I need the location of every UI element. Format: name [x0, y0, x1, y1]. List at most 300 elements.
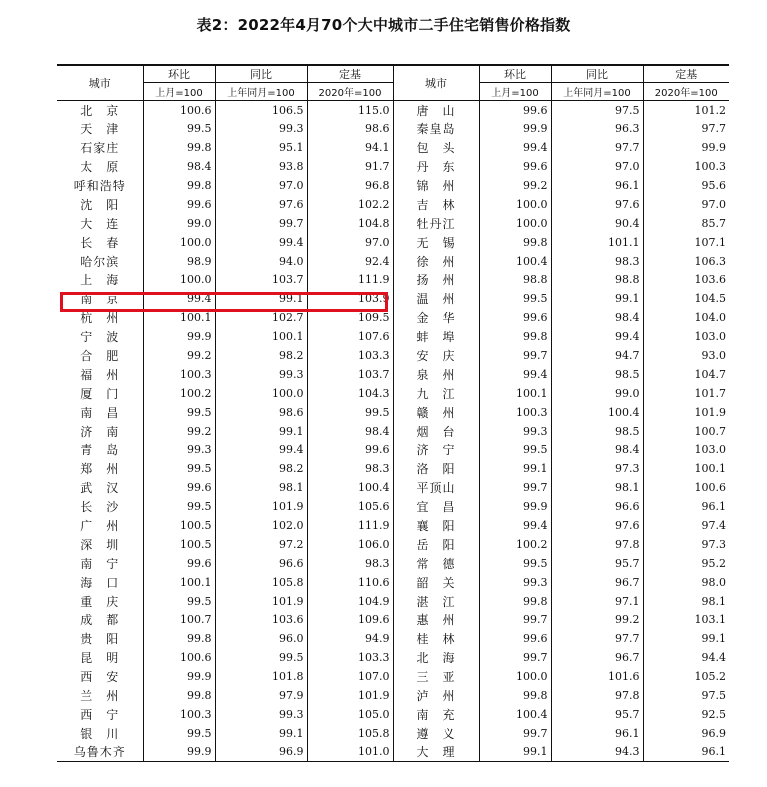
yoy-value: 97.2	[215, 535, 307, 554]
header-base-sub-2: 2020年=100	[643, 83, 729, 101]
city-name: 青 岛	[80, 443, 120, 458]
header-yoy-sub: 上年同月=100	[215, 83, 307, 101]
header-mom: 环比	[143, 65, 215, 83]
header-base: 定基	[307, 65, 393, 83]
table-row	[57, 459, 729, 478]
table-row	[57, 289, 729, 308]
base-value-2: 97.4	[643, 516, 729, 535]
base-value-2: 103.0	[643, 441, 729, 460]
table-row	[57, 535, 729, 554]
base-value-2: 107.1	[643, 233, 729, 252]
base-value: 111.9	[307, 271, 393, 290]
header-yoy: 同比	[215, 65, 307, 83]
city-name: 深 圳	[80, 537, 120, 552]
table-header	[57, 65, 729, 101]
mom-value: 99.6	[143, 554, 215, 573]
city-name: 兰 州	[80, 689, 120, 704]
base-value-2: 98.0	[643, 573, 729, 592]
city-name-2: 岳 阳	[393, 535, 479, 554]
table-row	[57, 441, 729, 460]
city-name: 重 庆	[80, 594, 120, 609]
city-name: 西 宁	[80, 707, 120, 722]
city-name: 呼和浩特	[73, 179, 126, 193]
yoy-value-2: 97.0	[551, 157, 643, 176]
city-name-2: 襄 阳	[393, 516, 479, 535]
mom-value-2: 98.8	[479, 271, 551, 290]
base-value: 115.0	[307, 101, 393, 120]
city-name: 银 川	[80, 726, 120, 741]
city-name-2: 吉 林	[393, 195, 479, 214]
yoy-value: 99.5	[215, 648, 307, 667]
yoy-value: 98.1	[215, 478, 307, 497]
mom-value-2: 100.0	[479, 667, 551, 686]
base-value: 97.0	[307, 233, 393, 252]
mom-value-2: 99.3	[479, 573, 551, 592]
yoy-value: 105.8	[215, 573, 307, 592]
table-row	[57, 119, 729, 138]
mom-value: 100.1	[143, 308, 215, 327]
table-row	[57, 592, 729, 611]
yoy-value: 96.9	[215, 743, 307, 762]
table-row	[57, 157, 729, 176]
city-name-2: 锦 州	[393, 176, 479, 195]
mom-value-2: 99.3	[479, 422, 551, 441]
mom-value: 98.4	[143, 157, 215, 176]
base-value-2: 97.7	[643, 119, 729, 138]
yoy-value: 101.8	[215, 667, 307, 686]
base-value: 105.0	[307, 705, 393, 724]
base-value-2: 94.4	[643, 648, 729, 667]
table-row	[57, 252, 729, 271]
table-row	[57, 214, 729, 233]
city-name-2: 洛 阳	[393, 459, 479, 478]
yoy-value: 101.9	[215, 497, 307, 516]
city-name-2: 湛 江	[393, 592, 479, 611]
base-value-2: 85.7	[643, 214, 729, 233]
yoy-value-2: 98.5	[551, 365, 643, 384]
yoy-value-2: 90.4	[551, 214, 643, 233]
base-value-2: 97.5	[643, 686, 729, 705]
base-value: 104.9	[307, 592, 393, 611]
table-row	[57, 346, 729, 365]
mom-value-2: 99.6	[479, 157, 551, 176]
mom-value: 100.5	[143, 535, 215, 554]
base-value: 98.3	[307, 554, 393, 573]
mom-value: 100.3	[143, 365, 215, 384]
city-name-2: 金 华	[393, 308, 479, 327]
city-name-2: 扬 州	[393, 271, 479, 290]
mom-value-2: 99.8	[479, 686, 551, 705]
city-name: 合 肥	[80, 349, 120, 364]
yoy-value: 99.4	[215, 233, 307, 252]
city-name-2: 遵 义	[393, 724, 479, 743]
yoy-value-2: 95.7	[551, 705, 643, 724]
yoy-value-2: 96.1	[551, 724, 643, 743]
city-name: 上 海	[80, 273, 120, 288]
city-name: 成 都	[80, 613, 120, 628]
city-name: 长 春	[80, 235, 120, 250]
header-mom-sub: 上月=100	[143, 83, 215, 101]
city-name-2: 宜 昌	[393, 497, 479, 516]
table-row	[57, 271, 729, 290]
mom-value: 99.5	[143, 119, 215, 138]
base-value: 105.6	[307, 497, 393, 516]
city-name-2: 蚌 埠	[393, 327, 479, 346]
mom-value: 99.5	[143, 459, 215, 478]
mom-value-2: 99.6	[479, 101, 551, 120]
base-value: 99.5	[307, 403, 393, 422]
city-name: 天 津	[80, 122, 120, 137]
header-city: 城市	[88, 77, 111, 90]
yoy-value-2: 98.4	[551, 308, 643, 327]
mom-value: 99.8	[143, 686, 215, 705]
table-title: 表2：2022年4月70个大中城市二手住宅销售价格指数	[196, 16, 571, 34]
city-name-2: 三 亚	[393, 667, 479, 686]
yoy-value-2: 98.1	[551, 478, 643, 497]
yoy-value-2: 97.6	[551, 195, 643, 214]
city-name-2: 桂 林	[393, 629, 479, 648]
mom-value-2: 99.1	[479, 459, 551, 478]
mom-value-2: 100.4	[479, 705, 551, 724]
yoy-value: 94.0	[215, 252, 307, 271]
city-name-2: 赣 州	[393, 403, 479, 422]
city-name-2: 韶 关	[393, 573, 479, 592]
yoy-value-2: 98.5	[551, 422, 643, 441]
base-value-2: 100.3	[643, 157, 729, 176]
yoy-value: 106.5	[215, 101, 307, 120]
table-row	[57, 573, 729, 592]
mom-value: 100.3	[143, 705, 215, 724]
base-value-2: 101.7	[643, 384, 729, 403]
base-value: 103.3	[307, 648, 393, 667]
mom-value-2: 100.0	[479, 214, 551, 233]
city-name: 贵 阳	[80, 632, 120, 647]
yoy-value: 100.0	[215, 384, 307, 403]
mom-value-2: 99.7	[479, 724, 551, 743]
mom-value: 99.2	[143, 422, 215, 441]
yoy-value-2: 97.3	[551, 459, 643, 478]
base-value: 103.3	[307, 346, 393, 365]
table-row	[57, 497, 729, 516]
base-value-2: 100.7	[643, 422, 729, 441]
base-value: 102.2	[307, 195, 393, 214]
city-name-2: 济 宁	[393, 441, 479, 460]
yoy-value-2: 98.3	[551, 252, 643, 271]
yoy-value-2: 95.7	[551, 554, 643, 573]
mom-value: 99.4	[143, 289, 215, 308]
mom-value: 99.5	[143, 592, 215, 611]
table-row	[57, 101, 729, 120]
mom-value-2: 100.1	[479, 384, 551, 403]
mom-value-2: 100.2	[479, 535, 551, 554]
table-row	[57, 516, 729, 535]
yoy-value-2: 101.6	[551, 667, 643, 686]
header-mom-2: 环比	[479, 65, 551, 83]
city-name: 武 汉	[80, 481, 120, 496]
mom-value: 99.0	[143, 214, 215, 233]
yoy-value-2: 99.2	[551, 611, 643, 630]
city-name: 哈尔滨	[80, 254, 120, 269]
mom-value: 100.0	[143, 233, 215, 252]
city-name-2: 唐 山	[393, 101, 479, 120]
yoy-value-2: 96.1	[551, 176, 643, 195]
yoy-value: 99.1	[215, 724, 307, 743]
mom-value: 99.5	[143, 497, 215, 516]
city-name-2: 牡丹江	[393, 214, 479, 233]
mom-value-2: 99.9	[479, 119, 551, 138]
mom-value: 100.2	[143, 384, 215, 403]
base-value-2: 106.3	[643, 252, 729, 271]
city-name-2: 安 庆	[393, 346, 479, 365]
base-value-2: 101.9	[643, 403, 729, 422]
base-value-2: 95.2	[643, 554, 729, 573]
base-value-2: 97.0	[643, 195, 729, 214]
base-value: 107.0	[307, 667, 393, 686]
price-index-table	[57, 64, 729, 762]
mom-value: 99.6	[143, 195, 215, 214]
base-value: 98.3	[307, 459, 393, 478]
yoy-value: 99.3	[215, 365, 307, 384]
table-row	[57, 308, 729, 327]
mom-value-2: 99.8	[479, 233, 551, 252]
city-name-2: 大 理	[393, 743, 479, 762]
city-name: 海 口	[80, 575, 120, 590]
table-row	[57, 611, 729, 630]
table-body	[57, 101, 729, 762]
base-value-2: 105.2	[643, 667, 729, 686]
base-value: 100.4	[307, 478, 393, 497]
yoy-value: 101.9	[215, 592, 307, 611]
yoy-value: 97.0	[215, 176, 307, 195]
mom-value-2: 99.1	[479, 743, 551, 762]
mom-value: 98.9	[143, 252, 215, 271]
mom-value: 99.3	[143, 441, 215, 460]
city-name-2: 徐 州	[393, 252, 479, 271]
base-value-2: 96.1	[643, 743, 729, 762]
mom-value: 100.0	[143, 271, 215, 290]
mom-value-2: 99.2	[479, 176, 551, 195]
base-value: 104.8	[307, 214, 393, 233]
mom-value-2: 99.6	[479, 629, 551, 648]
yoy-value: 103.7	[215, 271, 307, 290]
yoy-value: 95.1	[215, 138, 307, 157]
base-value-2: 101.2	[643, 101, 729, 120]
yoy-value-2: 98.8	[551, 271, 643, 290]
base-value: 106.0	[307, 535, 393, 554]
yoy-value: 99.1	[215, 422, 307, 441]
mom-value-2: 99.6	[479, 308, 551, 327]
table-row	[57, 365, 729, 384]
base-value: 98.6	[307, 119, 393, 138]
base-value-2: 104.0	[643, 308, 729, 327]
base-value: 103.9	[307, 289, 393, 308]
mom-value-2: 99.8	[479, 592, 551, 611]
base-value: 91.7	[307, 157, 393, 176]
city-name-2: 秦皇岛	[393, 119, 479, 138]
yoy-value-2: 99.4	[551, 327, 643, 346]
yoy-value: 100.1	[215, 327, 307, 346]
yoy-value-2: 97.5	[551, 101, 643, 120]
yoy-value-2: 97.7	[551, 138, 643, 157]
mom-value: 99.8	[143, 138, 215, 157]
yoy-value: 98.2	[215, 459, 307, 478]
city-name-2: 无 锡	[393, 233, 479, 252]
yoy-value: 102.0	[215, 516, 307, 535]
mom-value-2: 99.7	[479, 611, 551, 630]
table-row	[57, 327, 729, 346]
table-row	[57, 667, 729, 686]
city-name: 昆 明	[80, 651, 120, 666]
base-value-2: 104.7	[643, 365, 729, 384]
table-row	[57, 629, 729, 648]
mom-value-2: 99.9	[479, 497, 551, 516]
city-name-2: 泉 州	[393, 365, 479, 384]
yoy-value-2: 100.4	[551, 403, 643, 422]
base-value-2: 103.0	[643, 327, 729, 346]
base-value: 111.9	[307, 516, 393, 535]
table-row	[57, 554, 729, 573]
table-row	[57, 743, 729, 762]
city-name: 厦 门	[80, 386, 120, 401]
city-name: 沈 阳	[80, 197, 120, 212]
mom-value-2: 99.7	[479, 648, 551, 667]
table-row	[57, 384, 729, 403]
yoy-value-2: 94.3	[551, 743, 643, 762]
mom-value-2: 100.0	[479, 195, 551, 214]
base-value-2: 99.9	[643, 138, 729, 157]
base-value: 103.7	[307, 365, 393, 384]
yoy-value: 97.6	[215, 195, 307, 214]
mom-value: 99.9	[143, 667, 215, 686]
base-value-2: 98.1	[643, 592, 729, 611]
mom-value-2: 99.5	[479, 441, 551, 460]
city-name: 北 京	[80, 103, 120, 118]
base-value-2: 96.1	[643, 497, 729, 516]
base-value-2: 104.5	[643, 289, 729, 308]
city-name: 郑 州	[80, 462, 120, 477]
yoy-value-2: 96.3	[551, 119, 643, 138]
base-value-2: 93.0	[643, 346, 729, 365]
base-value-2: 92.5	[643, 705, 729, 724]
city-name-2: 温 州	[393, 289, 479, 308]
mom-value: 100.1	[143, 573, 215, 592]
city-name-2: 南 充	[393, 705, 479, 724]
base-value-2: 103.6	[643, 271, 729, 290]
base-value: 98.4	[307, 422, 393, 441]
table-row	[57, 233, 729, 252]
city-name: 石家庄	[80, 141, 120, 156]
mom-value: 99.6	[143, 478, 215, 497]
mom-value: 99.2	[143, 346, 215, 365]
base-value-2: 96.9	[643, 724, 729, 743]
yoy-value: 98.6	[215, 403, 307, 422]
mom-value: 99.9	[143, 327, 215, 346]
yoy-value-2: 99.1	[551, 289, 643, 308]
yoy-value: 98.2	[215, 346, 307, 365]
mom-value: 99.5	[143, 403, 215, 422]
base-value: 109.5	[307, 308, 393, 327]
city-name-2: 丹 东	[393, 157, 479, 176]
base-value-2: 97.3	[643, 535, 729, 554]
yoy-value: 97.9	[215, 686, 307, 705]
yoy-value-2: 97.6	[551, 516, 643, 535]
city-name-2: 平顶山	[393, 478, 479, 497]
table-row	[57, 724, 729, 743]
base-value-2: 95.6	[643, 176, 729, 195]
base-value: 101.9	[307, 686, 393, 705]
mom-value-2: 99.8	[479, 327, 551, 346]
city-name: 南 昌	[80, 405, 120, 420]
city-name: 乌鲁木齐	[73, 745, 126, 760]
base-value: 99.6	[307, 441, 393, 460]
mom-value-2: 99.7	[479, 346, 551, 365]
mom-value-2: 99.4	[479, 138, 551, 157]
yoy-value: 96.0	[215, 629, 307, 648]
city-name: 南 宁	[80, 556, 120, 571]
header-base-sub: 2020年=100	[307, 83, 393, 101]
yoy-value-2: 97.8	[551, 686, 643, 705]
base-value: 101.0	[307, 743, 393, 762]
city-name: 济 南	[80, 424, 120, 439]
yoy-value: 102.7	[215, 308, 307, 327]
city-name-2: 北 海	[393, 648, 479, 667]
table-row	[57, 686, 729, 705]
table-row	[57, 422, 729, 441]
base-value-2: 100.1	[643, 459, 729, 478]
yoy-value-2: 101.1	[551, 233, 643, 252]
yoy-value: 99.7	[215, 214, 307, 233]
table-row	[57, 138, 729, 157]
mom-value: 100.7	[143, 611, 215, 630]
city-name-2: 惠 州	[393, 611, 479, 630]
yoy-value-2: 96.6	[551, 497, 643, 516]
table-row	[57, 195, 729, 214]
mom-value: 100.5	[143, 516, 215, 535]
city-name-2: 九 江	[393, 384, 479, 403]
mom-value: 99.8	[143, 629, 215, 648]
base-value: 94.9	[307, 629, 393, 648]
city-name: 福 州	[80, 367, 120, 382]
city-name-2: 包 头	[393, 138, 479, 157]
yoy-value: 99.4	[215, 441, 307, 460]
city-name: 杭 州	[80, 311, 120, 326]
yoy-value-2: 97.1	[551, 592, 643, 611]
city-name: 长 沙	[80, 500, 120, 515]
city-name-2: 泸 州	[393, 686, 479, 705]
table-row	[57, 648, 729, 667]
mom-value: 99.8	[143, 176, 215, 195]
header-mom-sub-2: 上月=100	[479, 83, 551, 101]
mom-value: 100.6	[143, 101, 215, 120]
yoy-value-2: 94.7	[551, 346, 643, 365]
yoy-value-2: 99.0	[551, 384, 643, 403]
mom-value-2: 99.5	[479, 554, 551, 573]
yoy-value: 99.1	[215, 289, 307, 308]
mom-value: 100.6	[143, 648, 215, 667]
mom-value-2: 99.4	[479, 365, 551, 384]
city-name: 南 京	[80, 292, 120, 307]
header-city-2: 城市	[393, 65, 479, 101]
base-value-2: 99.1	[643, 629, 729, 648]
city-name: 大 连	[80, 216, 120, 231]
base-value-2: 100.6	[643, 478, 729, 497]
base-value: 104.3	[307, 384, 393, 403]
header-yoy-2: 同比	[551, 65, 643, 83]
city-name: 西 安	[80, 670, 120, 685]
base-value: 92.4	[307, 252, 393, 271]
mom-value-2: 99.7	[479, 478, 551, 497]
city-name: 宁 波	[80, 330, 120, 345]
